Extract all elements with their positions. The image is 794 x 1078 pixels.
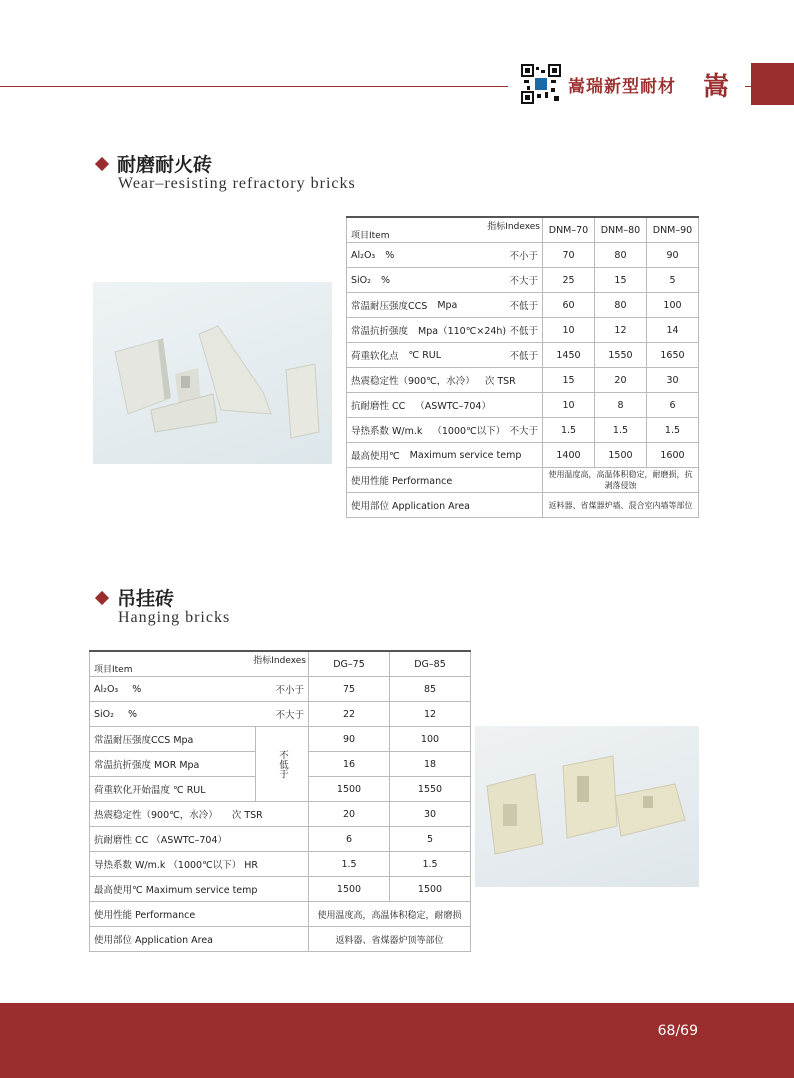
application-label: 使用部位 Application Area bbox=[90, 927, 309, 952]
row-value: 1500 bbox=[594, 443, 646, 468]
performance-row bbox=[90, 902, 471, 927]
table-row bbox=[347, 293, 699, 318]
row-value: 6 bbox=[309, 827, 390, 852]
row-value: 5 bbox=[390, 827, 471, 852]
row-value: 90 bbox=[309, 727, 390, 752]
row-item-unit: % bbox=[127, 708, 137, 720]
performance-value: 使用温度高，高温体积稳定，耐磨损 bbox=[309, 902, 471, 927]
row-item-name: 常温耐压强度CCS bbox=[351, 301, 428, 312]
wear-bricks-table bbox=[346, 216, 699, 518]
header-corner bbox=[90, 651, 309, 677]
row-value: 80 bbox=[594, 293, 646, 318]
table-row bbox=[347, 268, 699, 293]
row-item-unit: ℃ RUL bbox=[408, 349, 442, 361]
row-value: 14 bbox=[646, 318, 698, 343]
row-item-condition: 不小于 bbox=[509, 251, 538, 262]
hanging-bricks-table bbox=[89, 650, 471, 952]
row-item-name: 热震稳定性（900℃，水冷） bbox=[351, 376, 475, 387]
table-row bbox=[90, 827, 471, 852]
row-value: 1400 bbox=[543, 443, 595, 468]
row-item-unit: % bbox=[380, 274, 390, 286]
application-row bbox=[90, 927, 471, 952]
row-item bbox=[90, 727, 256, 752]
performance-value: 使用温度高，高温体积稳定，耐磨损，抗剥落侵蚀 bbox=[543, 468, 699, 493]
row-value: 1.5 bbox=[543, 418, 595, 443]
row-item-name: SiO₂ bbox=[94, 708, 114, 720]
application-label: 使用部位 Application Area bbox=[347, 493, 543, 518]
row-value: 18 bbox=[390, 752, 471, 777]
row-item-unit: % bbox=[132, 683, 142, 695]
table-header-row bbox=[347, 217, 699, 243]
row-item-unit: % bbox=[385, 249, 395, 261]
row-item bbox=[90, 677, 309, 702]
header-corner bbox=[347, 217, 543, 243]
row-value: 1650 bbox=[646, 343, 698, 368]
row-value: 5 bbox=[646, 268, 698, 293]
row-item bbox=[90, 702, 309, 727]
row-item-condition: 不低于 bbox=[509, 301, 538, 312]
table-row bbox=[347, 318, 699, 343]
row-item-name: SiO₂ bbox=[351, 274, 371, 286]
row-item-unit: （1000℃以下） bbox=[432, 426, 506, 437]
table-row bbox=[347, 368, 699, 393]
table-row bbox=[90, 702, 471, 727]
row-value: 12 bbox=[594, 318, 646, 343]
row-value: 30 bbox=[646, 368, 698, 393]
row-value: 20 bbox=[309, 802, 390, 827]
row-item-name: 抗耐磨性 CC bbox=[351, 401, 406, 412]
row-item-condition: 不大于 bbox=[509, 276, 538, 287]
row-item bbox=[347, 243, 543, 268]
row-value: 85 bbox=[390, 677, 471, 702]
row-item bbox=[347, 443, 543, 468]
performance-row bbox=[347, 468, 699, 493]
table-row bbox=[347, 343, 699, 368]
row-value: 1600 bbox=[646, 443, 698, 468]
row-value: 60 bbox=[543, 293, 595, 318]
table-row bbox=[90, 877, 471, 902]
row-item bbox=[347, 368, 543, 393]
row-item-unit: Maximum service temp bbox=[409, 449, 522, 461]
row-value: 20 bbox=[594, 368, 646, 393]
row-item-name: 导热系数 W/m.k （1000℃以下） HR bbox=[94, 860, 259, 871]
row-value: 12 bbox=[390, 702, 471, 727]
row-value: 1550 bbox=[594, 343, 646, 368]
qr-code bbox=[521, 64, 561, 104]
wear-bricks-photo bbox=[93, 282, 332, 464]
column-header: DNM–80 bbox=[594, 217, 646, 243]
section2-title-text: 吊挂砖 bbox=[117, 588, 175, 610]
section1-title-text: 耐磨耐火砖 bbox=[117, 154, 213, 176]
brand-name: 嵩瑞新型耐材 bbox=[568, 77, 676, 97]
item-label: 项目Item bbox=[94, 665, 133, 675]
row-value: 6 bbox=[646, 393, 698, 418]
table-row bbox=[90, 852, 471, 877]
row-item bbox=[347, 343, 543, 368]
row-item-unit: 次 TSR bbox=[231, 810, 263, 821]
row-value: 100 bbox=[646, 293, 698, 318]
group-condition: 不低于 bbox=[256, 727, 309, 802]
diamond-bullet-icon bbox=[95, 590, 109, 604]
row-value: 15 bbox=[543, 368, 595, 393]
row-item-name: 常温耐压强度CCS Mpa bbox=[94, 735, 194, 746]
row-item-name: 常温抗折强度 bbox=[351, 326, 409, 337]
table-row bbox=[347, 418, 699, 443]
row-value: 70 bbox=[543, 243, 595, 268]
row-item bbox=[347, 418, 543, 443]
footer-bar bbox=[0, 1003, 794, 1078]
row-item-name: Al₂O₃ bbox=[94, 683, 119, 695]
application-row bbox=[347, 493, 699, 518]
table-row bbox=[347, 443, 699, 468]
table-row bbox=[90, 727, 471, 752]
row-item-name: 导热系数 W/m.k bbox=[351, 426, 423, 437]
row-item-name: 最高使用℃ Maximum service temp bbox=[94, 885, 258, 896]
section2-subtitle: Hanging bricks bbox=[118, 609, 231, 626]
section1-title bbox=[97, 150, 212, 177]
row-item-name: 荷重软化点 bbox=[351, 351, 399, 362]
row-item bbox=[347, 268, 543, 293]
section2-title bbox=[97, 584, 174, 611]
row-item bbox=[90, 802, 309, 827]
application-value: 返料器、省煤器炉顶等部位 bbox=[309, 927, 471, 952]
table-row bbox=[90, 677, 471, 702]
column-header: DG–75 bbox=[309, 651, 390, 677]
row-value: 10 bbox=[543, 318, 595, 343]
row-item-condition: 不低于 bbox=[509, 326, 538, 337]
row-item-name: 抗耐磨性 CC （ASWTC–704） bbox=[94, 835, 227, 846]
row-value: 16 bbox=[309, 752, 390, 777]
row-value: 10 bbox=[543, 393, 595, 418]
row-item bbox=[90, 827, 309, 852]
row-item bbox=[347, 393, 543, 418]
row-value: 1500 bbox=[309, 777, 390, 802]
diamond-bullet-icon bbox=[95, 156, 109, 170]
row-item bbox=[90, 852, 309, 877]
row-item bbox=[347, 293, 543, 318]
row-value: 1450 bbox=[543, 343, 595, 368]
table-header-row bbox=[90, 651, 471, 677]
row-value: 8 bbox=[594, 393, 646, 418]
application-value: 返料器、省煤器炉墙、混合室内墙等部位 bbox=[543, 493, 699, 518]
row-value: 1.5 bbox=[646, 418, 698, 443]
row-item-unit: （ASWTC–704） bbox=[415, 401, 491, 412]
table-row bbox=[347, 393, 699, 418]
row-value: 25 bbox=[543, 268, 595, 293]
row-value: 1550 bbox=[390, 777, 471, 802]
page-number: 68/69 bbox=[657, 1023, 698, 1039]
row-value: 22 bbox=[309, 702, 390, 727]
row-item-condition: 不小于 bbox=[275, 685, 304, 696]
row-value: 90 bbox=[646, 243, 698, 268]
item-label: 项目Item bbox=[351, 231, 390, 241]
row-value: 1500 bbox=[309, 877, 390, 902]
row-item-condition: 不低于 bbox=[509, 351, 538, 362]
header-tab bbox=[751, 63, 794, 105]
column-header: DNM–70 bbox=[543, 217, 595, 243]
row-item-name: 热震稳定性（900℃，水冷） bbox=[94, 810, 218, 821]
row-item-unit: 次 TSR bbox=[484, 376, 516, 387]
row-item-unit: Mpa bbox=[437, 299, 458, 311]
row-value: 75 bbox=[309, 677, 390, 702]
row-item-name: 最高使用℃ bbox=[351, 451, 400, 462]
row-item-name: 常温抗折强度 MOR Mpa bbox=[94, 760, 200, 771]
row-item-name: 荷重软化开始温度 ℃ RUL bbox=[94, 785, 206, 796]
table-row bbox=[90, 802, 471, 827]
row-item bbox=[347, 318, 543, 343]
row-value: 1.5 bbox=[594, 418, 646, 443]
row-item-condition: 不大于 bbox=[509, 426, 538, 437]
row-value: 80 bbox=[594, 243, 646, 268]
indexes-label: 指标Indexes bbox=[487, 222, 540, 232]
performance-label: 使用性能 Performance bbox=[347, 468, 543, 493]
row-value: 1500 bbox=[390, 877, 471, 902]
header-rule bbox=[0, 86, 508, 87]
row-item-unit: Mpa（110℃×24h) bbox=[418, 326, 507, 337]
column-header: DG–85 bbox=[390, 651, 471, 677]
row-value: 1.5 bbox=[309, 852, 390, 877]
row-value: 30 bbox=[390, 802, 471, 827]
row-item bbox=[90, 777, 256, 802]
table-row bbox=[347, 243, 699, 268]
column-header: DNM–90 bbox=[646, 217, 698, 243]
row-item bbox=[90, 752, 256, 777]
row-item-condition: 不大于 bbox=[275, 710, 304, 721]
performance-label: 使用性能 Performance bbox=[90, 902, 309, 927]
hanging-bricks-photo bbox=[475, 726, 699, 887]
brand-logo: 嵩 bbox=[703, 72, 730, 102]
row-item-name: Al₂O₃ bbox=[351, 249, 376, 261]
row-value: 1.5 bbox=[390, 852, 471, 877]
section1-subtitle: Wear–resisting refractory bricks bbox=[118, 175, 356, 192]
row-value: 100 bbox=[390, 727, 471, 752]
indexes-label: 指标Indexes bbox=[253, 656, 306, 666]
row-item bbox=[90, 877, 309, 902]
row-value: 15 bbox=[594, 268, 646, 293]
